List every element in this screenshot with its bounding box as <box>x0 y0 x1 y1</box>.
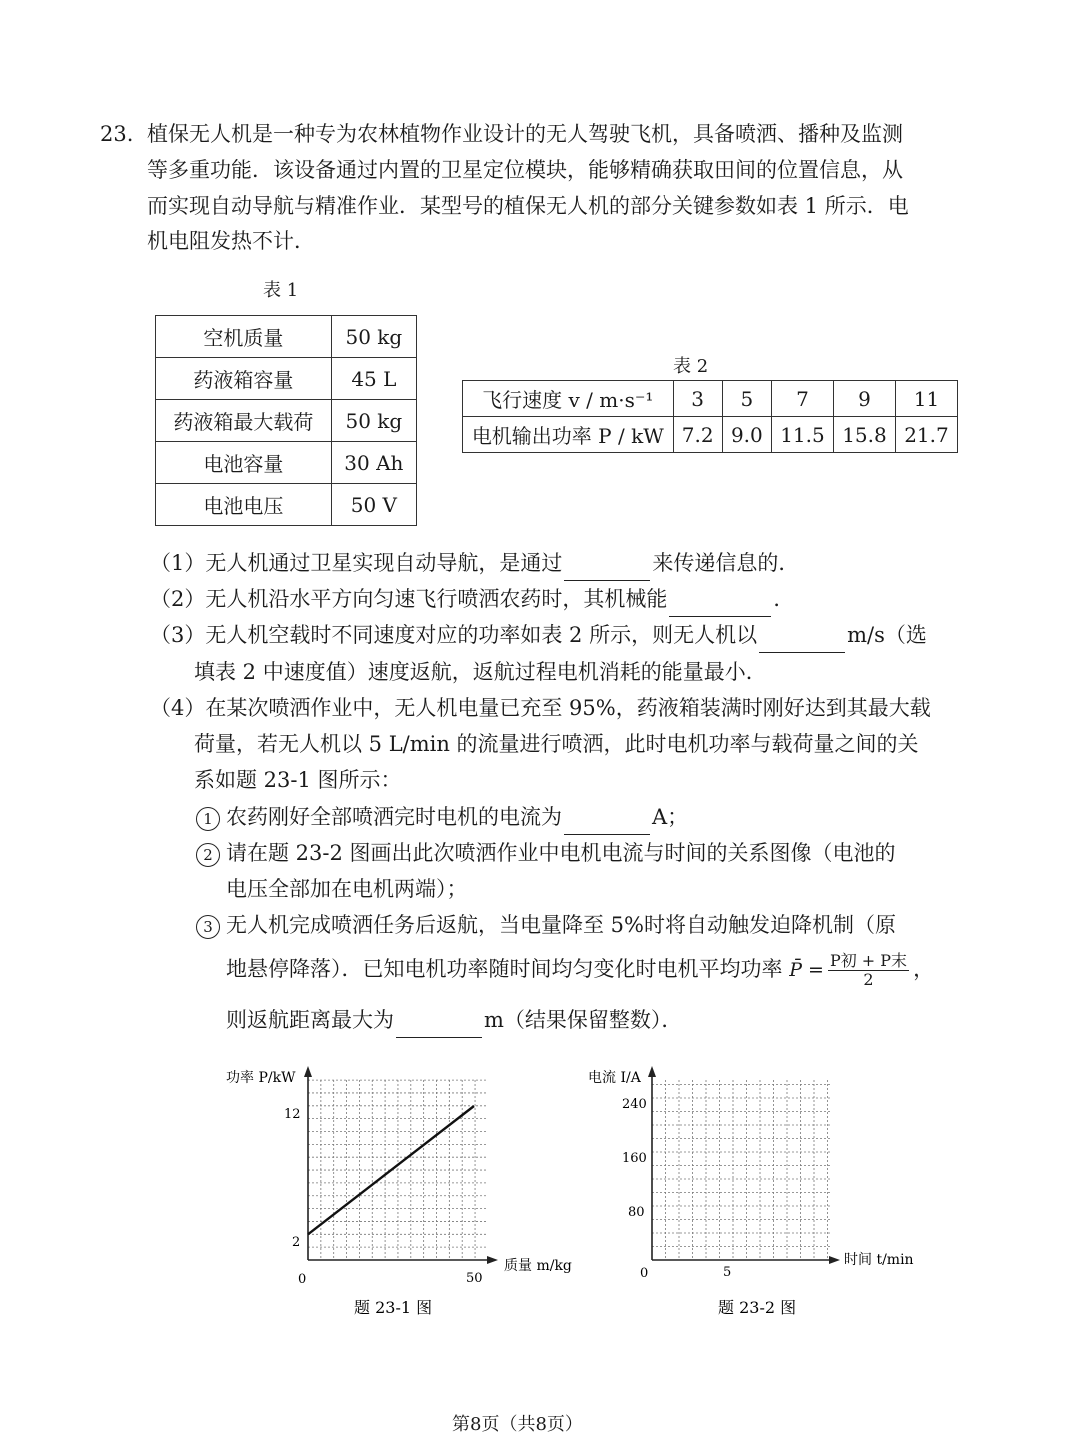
sub-3-text-3: 则返航距离最大为 <box>226 1008 394 1032</box>
y-tick-label: 80 <box>628 1205 645 1220</box>
answer-blank[interactable] <box>564 810 650 835</box>
table1-title: 表 1 <box>263 280 299 301</box>
table2-speed-cell: 9 <box>833 381 895 417</box>
table2-power-cell: 21.7 <box>895 417 957 453</box>
grid <box>652 1080 830 1260</box>
table2-power-header: 电机输出功率 P / kW <box>463 417 674 453</box>
table2-speed-cell: 3 <box>673 381 722 417</box>
fraction-denominator: 2 <box>863 970 874 989</box>
part-1 <box>150 546 799 581</box>
table1-value: 30 Ah <box>331 442 416 484</box>
x-tick-label: 5 <box>723 1265 732 1280</box>
sub-3-text-comma: ， <box>913 957 935 981</box>
figure-caption: 题 23-2 图 <box>718 1298 797 1317</box>
sub-2-text: 请在题 23-2 图画出此次喷洒作业中电机电流与时间的关系图像（电池的 <box>226 841 896 865</box>
part-4-line-2: 荷量，若无人机以 5 L/min 的流量进行喷洒，此时电机功率与载荷量之间的关 <box>194 732 919 756</box>
x-axis-label: 时间 t/min <box>844 1252 914 1268</box>
part-3-line-1 <box>150 618 927 653</box>
question-intro-line-4: 机电阻发热不计． <box>147 229 315 253</box>
sub-question-1 <box>196 800 688 835</box>
average-power-fraction <box>828 952 909 989</box>
question-number: 23. <box>100 122 134 146</box>
part-1-text-end: 来传递信息的． <box>652 551 800 575</box>
table1-label: 空机质量 <box>156 316 332 358</box>
table2 <box>462 380 958 453</box>
sub-3-text-end: m（结果保留整数）． <box>484 1008 683 1032</box>
part-3-text-end: m/s（选 <box>847 623 927 647</box>
question-intro-line-1: 植保无人机是一种专为农林植物作业设计的无人驾驶飞机，具备喷洒、播种及监测 <box>147 122 903 146</box>
table1-label: 药液箱最大载荷 <box>156 400 332 442</box>
table2-speed-cell: 7 <box>771 381 833 417</box>
part-3-line-2: 填表 2 中速度值）速度返航，返航过程电机消耗的能量最小． <box>194 660 767 684</box>
table1 <box>155 315 417 526</box>
origin-label: 0 <box>640 1266 649 1281</box>
sub-1-text: 农药刚好全部喷洒完时电机的电流为 <box>226 805 562 829</box>
figure-23-1 <box>220 1060 590 1330</box>
sub-3-text-2: 地悬停降落）．已知电机功率随时间均匀变化时电机平均功率 <box>226 957 783 981</box>
origin-label: 0 <box>298 1272 307 1287</box>
page-footer: 第8页（共8页） <box>452 1414 583 1435</box>
figure-23-2 <box>580 1060 920 1330</box>
sub-question-3-line-3 <box>226 1003 682 1038</box>
table2-power-cell: 11.5 <box>771 417 833 453</box>
y-tick-label: 160 <box>622 1151 647 1166</box>
y-axis-arrow <box>304 1066 312 1077</box>
question-intro-line-3: 而实现自动导航与精准作业．某型号的植保无人机的部分关键参数如表 1 所示．电 <box>147 194 909 218</box>
part-4-line-3: 系如题 23-1 图所示： <box>194 768 402 792</box>
answer-blank[interactable] <box>396 1013 482 1038</box>
sub-question-2-line-1 <box>196 836 896 871</box>
part-2 <box>150 582 794 617</box>
part-4-line-1: （4）在某次喷洒作业中，无人机电量已充至 95%，药液箱装满时刚好达到其最大载 <box>150 696 931 720</box>
sub-question-3-line-1 <box>196 908 896 943</box>
circled-number: 1 <box>196 807 220 831</box>
answer-blank[interactable] <box>669 592 771 617</box>
table1-value: 50 kg <box>331 316 416 358</box>
figure-caption: 题 23-1 图 <box>354 1298 433 1317</box>
table1-label: 药液箱容量 <box>156 358 332 400</box>
table2-speed-header: 飞行速度 v / m·s⁻¹ <box>463 381 674 417</box>
question-intro-line-2: 等多重功能．该设备通过内置的卫星定位模块，能够精确获取田间的位置信息，从 <box>147 158 903 182</box>
y-axis-label: 功率 P/kW <box>226 1070 296 1086</box>
part-2-text-end: ． <box>773 587 795 611</box>
x-axis-arrow <box>487 1256 498 1264</box>
sub-question-2-line-2: 电压全部加在电机两端）； <box>226 877 468 901</box>
table1-value: 50 V <box>331 484 416 526</box>
table1-label: 电池容量 <box>156 442 332 484</box>
x-axis-label: 质量 m/kg <box>504 1258 572 1274</box>
table2-title: 表 2 <box>673 356 709 377</box>
sub-1-text-end: A； <box>652 805 689 829</box>
y-axis-arrow <box>648 1066 656 1077</box>
part-3-text: （3）无人机空载时不同速度对应的功率如表 2 所示，则无人机以 <box>150 623 758 647</box>
average-power-symbol: P̄ = <box>789 959 824 981</box>
table2-power-cell: 9.0 <box>722 417 771 453</box>
y-tick-label: 12 <box>284 1107 301 1122</box>
y-tick-label: 240 <box>622 1097 647 1112</box>
table2-power-cell: 15.8 <box>833 417 895 453</box>
circled-number: 3 <box>196 915 220 939</box>
y-axis-label: 电流 I/A <box>588 1070 641 1086</box>
x-axis-arrow <box>829 1256 840 1264</box>
part-1-text: （1）无人机通过卫星实现自动导航，是通过 <box>150 551 563 575</box>
answer-blank[interactable] <box>564 556 650 581</box>
part-2-text: （2）无人机沿水平方向匀速飞行喷洒农药时，其机械能 <box>150 587 668 611</box>
circled-number: 2 <box>196 843 220 867</box>
table1-label: 电池电压 <box>156 484 332 526</box>
fraction-numerator: P初 + P末 <box>829 951 908 970</box>
table1-value: 45 L <box>331 358 416 400</box>
grid <box>308 1080 486 1260</box>
table1-value: 50 kg <box>331 400 416 442</box>
sub-question-3-line-2 <box>226 952 934 989</box>
table2-speed-cell: 5 <box>722 381 771 417</box>
y-tick-label: 2 <box>292 1235 301 1250</box>
answer-blank[interactable] <box>759 628 845 653</box>
sub-3-text: 无人机完成喷洒任务后返航，当电量降至 5%时将自动触发迫降机制（原 <box>226 913 896 937</box>
table2-power-cell: 7.2 <box>673 417 722 453</box>
table2-speed-cell: 11 <box>895 381 957 417</box>
x-tick-label: 50 <box>466 1271 483 1286</box>
